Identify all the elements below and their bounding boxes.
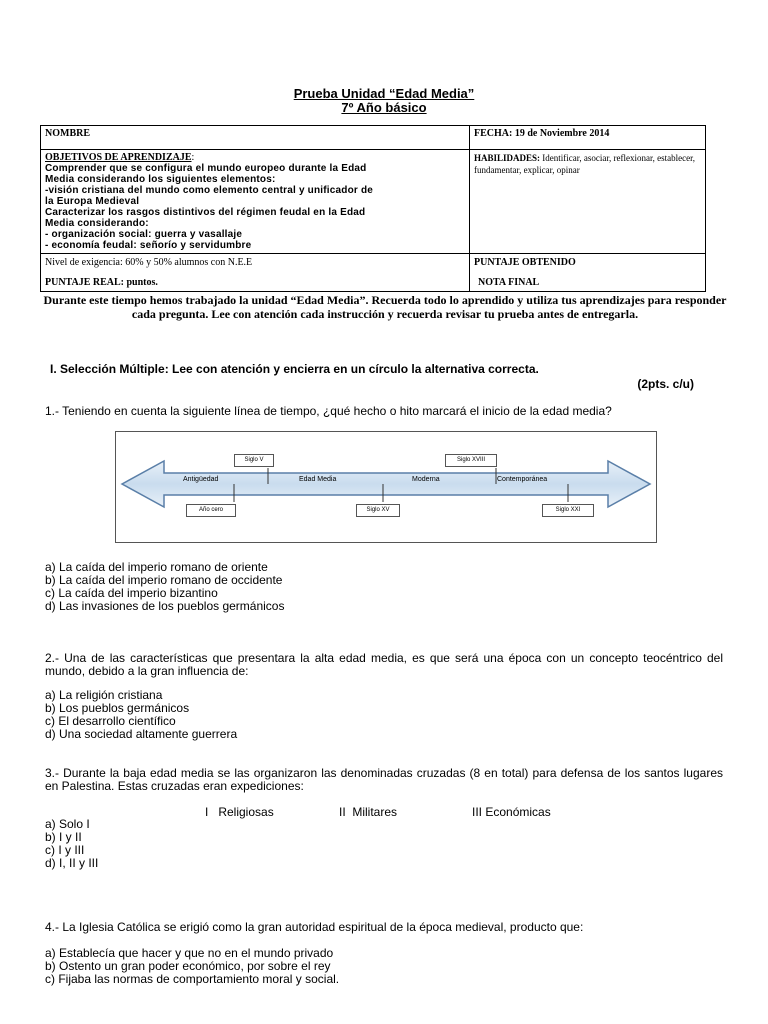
fecha-cell: FECHA: 19 de Noviembre 2014 [470, 126, 706, 150]
question-4: 4.- La Iglesia Católica se erigió como la gran autoridad espiritual de la época medieval, producto que: [45, 920, 584, 934]
option-a[interactable]: a) La religión cristiana [45, 688, 163, 702]
timeline-box-siglo-xviii: Siglo XVIII [445, 454, 497, 467]
objetivos-list: Comprender que se configura el mundo europeo durante la Edad Media considerando los siguientes elementos: -visión cristiana del mundo como elemento central y unificador de la Europa Medieval Caracterizar los rasgos distintivos del régimen feudal en la Edad Media considerando: - organización social: guerra y vasallaje - economía feudal: señorío y servidumbre [45, 163, 374, 251]
timeline-box-ano-cero: Año cero [186, 504, 236, 517]
question-1: 1.- Teniendo en cuenta la siguiente línea de tiempo, ¿qué hecho o hito marcará el inicio de la edad media? [45, 404, 612, 418]
timeline-box-siglo-xxi: Siglo XXI [542, 504, 594, 517]
question-4-options [45, 947, 339, 986]
question-3-options [45, 818, 98, 870]
option-c[interactable]: c) El desarrollo científico [45, 714, 176, 728]
question-3: 3.- Durante la baja edad media se las organizaron las denominadas cruzadas (8 en total) para defensa de los santos lugares en Palestina. Estas cruzadas eran expediciones: [45, 766, 723, 793]
timeline-era-contemporanea: Contemporánea [497, 476, 548, 483]
option-a[interactable]: a) Establecía que hacer y que no en el mundo privado [45, 946, 334, 960]
option-b[interactable]: b) I y II [45, 830, 82, 844]
objetivos-title: OBJETIVOS DE APRENDIZAJE [45, 152, 192, 163]
option-d[interactable]: d) Las invasiones de los pueblos germánicos [45, 599, 285, 613]
habilidades-cell: HABILIDADES: Identificar, asociar, reflexionar, establecer, fundamentar, explicar, opinar [470, 150, 706, 254]
exam-title: Prueba Unidad “Edad Media” [293, 86, 475, 101]
objetivos-cell: OBJETIVOS DE APRENDIZAJE: Comprender que se configura el mundo europeo durante la Edad Media considerando los siguientes elementos: -visión cristiana del mundo como elemento central y unificador de la Europa Medieval Caracterizar los rasgos distintivos del régimen feudal en la Edad Media considerando: - organización social: guerra y vasallaje - economía feudal: señorío y servidumbre [41, 150, 470, 254]
intro-text: Durante este tiempo hemos trabajado la unidad “Edad Media”. Recuerda todo lo aprendido y utiliza tus aprendizajes para responder cada pregunta. Lee con atención cada instrucción y recuerda revisar tu prueba antes de entregarla. [43, 293, 727, 321]
option-a[interactable]: a) La caída del imperio romano de oriente [45, 560, 268, 574]
option-b[interactable]: b) La caída del imperio romano de occidente [45, 573, 283, 587]
question-3-item-1: I Religiosas [205, 805, 274, 819]
puntaje-obtenido-cell: PUNTAJE OBTENIDO NOTA FINAL [470, 254, 706, 292]
timeline-box-siglo-xv: Siglo XV [356, 504, 400, 517]
exam-subtitle: 7º Año básico [341, 100, 427, 115]
option-c[interactable]: c) Fijaba las normas de comportamiento moral y social. [45, 972, 340, 986]
option-c[interactable]: c) I y III [45, 843, 85, 857]
timeline-box-siglo-v: Siglo V [234, 454, 274, 467]
option-a[interactable]: a) Solo I [45, 817, 90, 831]
timeline-era-edad-media: Edad Media [299, 476, 337, 483]
timeline-era-antiguedad: Antigüedad [183, 476, 219, 483]
option-b[interactable]: b) Ostento un gran poder económico, por sobre el rey [45, 959, 331, 973]
question-3-item-3: III Económicas [472, 805, 551, 819]
question-2-options [45, 689, 237, 741]
section-points: (2pts. c/u) [637, 377, 694, 391]
section-title: I. Selección Múltiple: Lee con atención y encierra en un círculo la alternativa correcta. [50, 362, 539, 376]
student-info-table [40, 125, 706, 292]
timeline-figure [115, 431, 657, 543]
question-3-item-2: II Militares [339, 805, 398, 819]
puntaje-real-cell: Nivel de exigencia: 60% y 50% alumnos con N.E.E PUNTAJE REAL: puntos. [41, 254, 470, 292]
question-1-options [45, 561, 284, 613]
option-b[interactable]: b) Los pueblos germánicos [45, 701, 190, 715]
option-d[interactable]: d) I, II y III [45, 856, 99, 870]
timeline-arrow [116, 432, 656, 542]
question-2: 2.- Una de las características que presentara la alta edad media, es que será una época con un concepto teocéntrico del mundo, debido a la gran influencia de: [45, 651, 723, 678]
option-c[interactable]: c) La caída del imperio bizantino [45, 586, 218, 600]
timeline-era-moderna: Moderna [412, 476, 440, 483]
option-d[interactable]: d) Una sociedad altamente guerrera [45, 727, 238, 741]
nombre-cell: NOMBRE [41, 126, 470, 150]
